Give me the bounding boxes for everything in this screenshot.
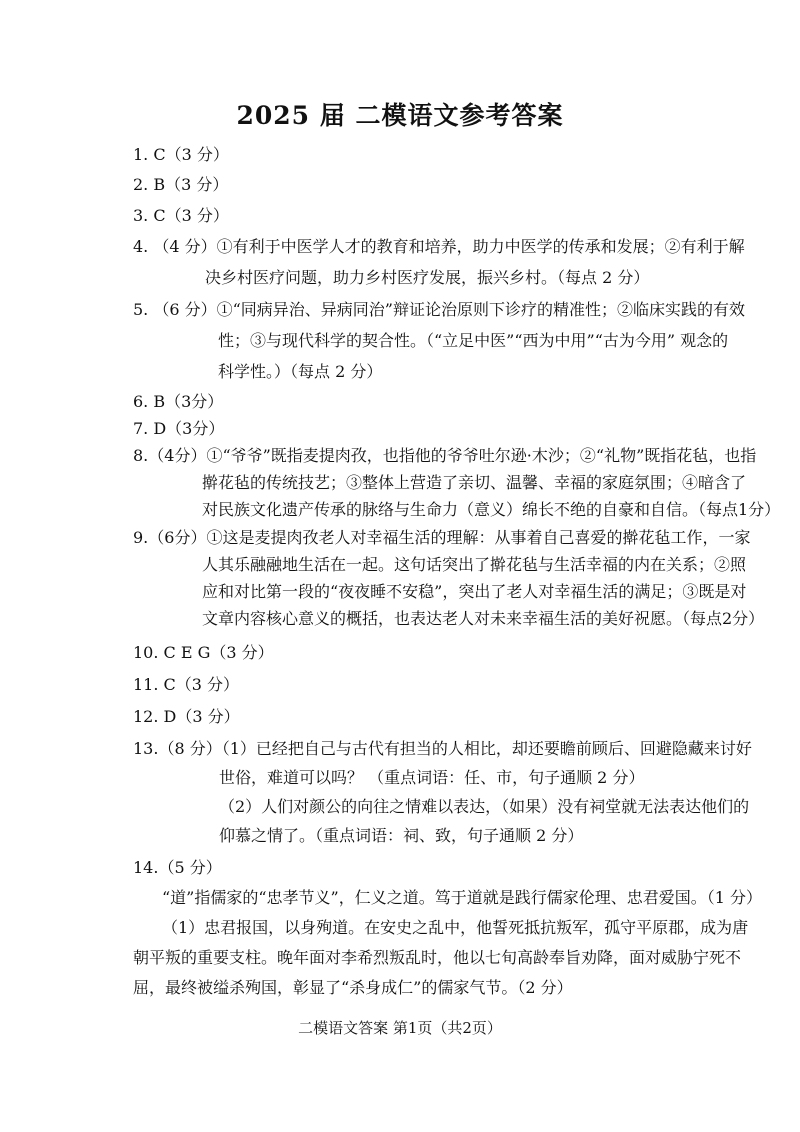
answer-8-line-2: 擀花毡的传统技艺；③整体上营造了亲切、温馨、幸福的家庭氛围；④暗含了 (202, 473, 747, 492)
answer-5-line-1: 5. （6 分）①“同病异治、异病同治”辩证论治原则下诊疗的精准性；②临床实践的有效 (133, 300, 745, 319)
answer-6: 6. B（3分） (133, 392, 224, 411)
answer-13-line-4: 仰慕之情了。（重点词语：祠、致，句子通顺 2 分） (219, 826, 584, 845)
answer-4-line-2: 决乡村医疗问题，助力乡村医疗发展，振兴乡村。（每点 2 分） (205, 268, 650, 287)
answer-14-line-1: “道”指儒家的“忠孝节义”，仁义之道。笃于道就是践行儒家伦理、忠君爱国。（1 分） (162, 888, 762, 907)
answer-13-line-1: 13.（8 分）（1）已经把自己与古代有担当的人相比，却还要瞻前顾后、回避隐藏来讨好 (133, 739, 752, 758)
answer-14-line-2: （1）忠君报国，以身殉道。在安史之乱中，他誓死抵抗叛军，孤守平原郡，成为唐 (162, 918, 749, 937)
answer-4-line-1: 4. （4 分）①有利于中医学人才的教育和培养，助力中医学的传承和发展；②有利于解 (133, 237, 745, 256)
answer-9-line-4: 文章内容核心意义的概括，也表达老人对未来幸福生活的美好祝愿。（每点2分） (202, 609, 765, 628)
answer-11: 11. C（3 分） (133, 675, 240, 694)
answer-9-line-3: 应和对比第一段的“夜夜睡不安稳”，突出了老人对幸福生活的满足；③既是对 (202, 582, 747, 601)
answer-8-line-3: 对民族文化遗产传承的脉络与生命力（意义）绵长不绝的自豪和自信。（每点1分） (202, 500, 781, 519)
answer-1: 1. C（3 分） (133, 145, 229, 164)
answer-2: 2. B（3 分） (133, 175, 229, 194)
answer-9-line-1: 9.（6分）①这是麦提肉孜老人对幸福生活的理解：从事着自己喜爱的擀花毡工作，一家 (133, 528, 751, 547)
answer-12: 12. D（3 分） (133, 707, 240, 726)
answer-5-line-2: 性；③与现代科学的契合性。（“立足中医”“西为中用”“古为今用” 观念的 (218, 331, 729, 350)
page-title: 2025 届 二模语文参考答案 (236, 101, 564, 130)
answer-14-line-3: 朝平叛的重要支柱。晚年面对李希烈叛乱时，他以七旬高龄奉旨劝降，面对威胁宁死不 (133, 948, 742, 967)
page-footer: 二模语文答案 第1页（共2页） (298, 1019, 502, 1037)
answer-13-line-3: （2）人们对颜公的向往之情难以表达，（如果）没有祠堂就无法表达他们的 (219, 797, 750, 816)
answer-7: 7. D（3分） (133, 419, 225, 438)
answer-14-heading: 14.（5 分） (133, 858, 222, 877)
answer-5-line-3: 科学性。）（每点 2 分） (218, 362, 383, 381)
answer-10: 10. C E G（3 分） (133, 643, 274, 662)
answer-3: 3. C（3 分） (133, 206, 229, 225)
answer-9-line-2: 人其乐融融地生活在一起。这句话突出了擀花毡与生活幸福的内在关系；②照 (202, 555, 747, 574)
answer-14-line-4: 屈，最终被缢杀殉国，彰显了“杀身成仁”的儒家气节。（2 分） (133, 978, 573, 997)
answer-13-line-2: 世俗，难道可以吗？ （重点词语：任、市，句子通顺 2 分） (219, 768, 645, 787)
answer-8-line-1: 8.（4分）①“爷爷”既指麦提肉孜，也指他的爷爷吐尔逊·木沙；②“礼物”既指花毡，也指 (133, 446, 757, 465)
